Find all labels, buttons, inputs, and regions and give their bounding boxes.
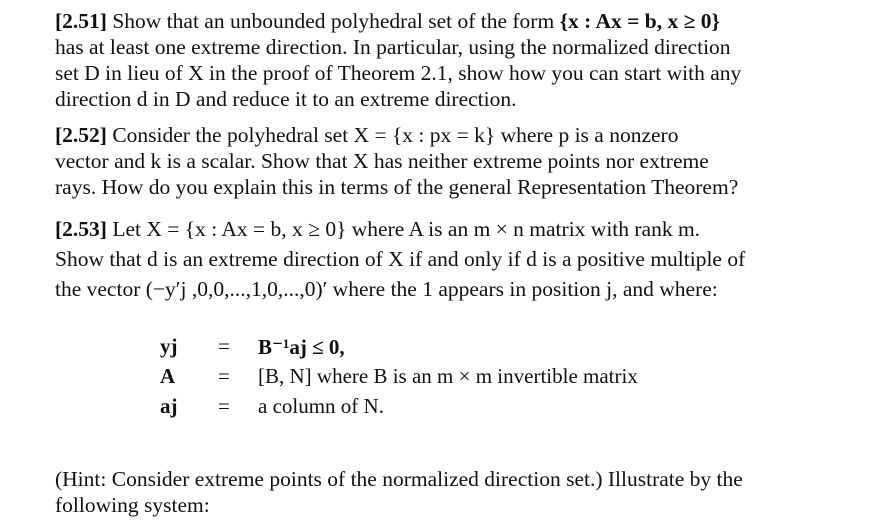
math-set: {x : Ax = b, x ≥ 0} (559, 9, 721, 33)
definition-rhs: [B, N] where B is an m × m invertible matrix (258, 364, 638, 388)
text-line: following system: (55, 493, 210, 517)
definition-rhs: a column of N. (258, 394, 384, 418)
exercise-number: [2.51] (55, 9, 107, 33)
text-line: Let X = {x : Ax = b, x ≥ 0} where A is an m × n matrix with rank m. (112, 217, 701, 241)
text-line: set D in lieu of X in the proof of Theorem 2.1, show how you can start with any (55, 61, 742, 85)
definition-lhs: aj (160, 394, 178, 418)
exercise-2-51 (55, 8, 825, 112)
exercise-number: [2.52] (55, 123, 107, 147)
text-line: vector and k is a scalar. Show that X has neither extreme points nor extreme (55, 149, 709, 173)
text-line: Consider the polyhedral set X = {x : px = k} where p is a nonzero (112, 123, 679, 147)
text-line: has at least one extreme direction. In particular, using the normalized direction (55, 35, 731, 59)
text-line: Show that an unbounded polyhedral set of the form (112, 9, 555, 33)
text-line: rays. How do you explain this in terms of the general Representation Theorem? (55, 175, 739, 199)
equals-sign: = (218, 394, 230, 418)
definition-rhs: B⁻¹aj ≤ 0, (258, 335, 345, 359)
equals-sign: = (218, 334, 230, 358)
text-line: Show that d is an extreme direction of X if and only if d is a positive multiple of (55, 247, 746, 271)
exercise-2-53 (55, 214, 825, 304)
hint-paragraph (55, 466, 825, 518)
definition-lhs: A (160, 364, 176, 388)
text-line: direction d in D and reduce it to an extreme direction. (55, 87, 517, 111)
exercise-2-52 (55, 122, 825, 200)
text-line: (Hint: Consider extreme points of the normalized direction set.) Illustrate by the (55, 467, 743, 491)
text-line: the vector (−y′j ,0,0,...,1,0,...,0)′ where the 1 appears in position j, and where: (55, 277, 718, 301)
definition-lhs: yj (160, 334, 178, 358)
exercise-number: [2.53] (55, 217, 107, 241)
equals-sign: = (218, 364, 230, 388)
